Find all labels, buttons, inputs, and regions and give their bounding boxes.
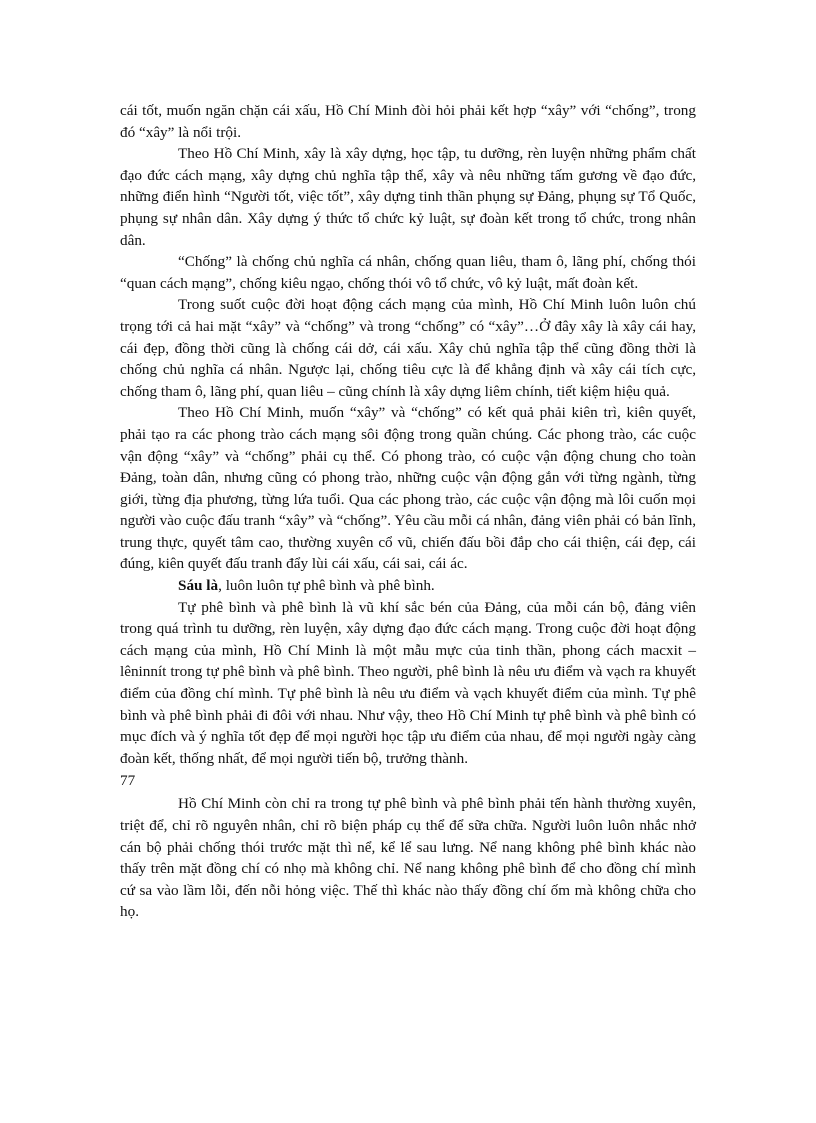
section-heading-rest: , luôn luôn tự phê bình và phê bình. xyxy=(218,577,435,595)
paragraph-both-aspects: Trong suốt cuộc đời hoạt động cách mạng của mình, Hồ Chí Minh luôn luôn chú trọng tới cả hai mặt “xây” và “chống” và trong “chống” có “xây”…Ở đây xây là xây cái hay, cái đẹp, đồng thời cũng là chống cái dở, cái xấu. Xây chủ nghĩa tập thể cũng đồng thời là chống chủ nghĩa cá nhân. Ngược lại, chống tiêu cực là để khẳng định và xây cái tích cực, chống tham ô, lãng phí, quan liêu – cũng chính là xây dựng liêm chính, tiết kiệm hiệu quả. xyxy=(120,296,696,400)
paragraph-self-criticism: Tự phê bình và phê bình là vũ khí sắc bén của Đảng, của mỗi cán bộ, đảng viên trong quá trình tu dưỡng, rèn luyện, xây dựng đạo đức cách mạng. Trong cuộc đời hoạt động cách mạng của mình, Hồ Chí Minh là một mẫu mực của tinh thần, phong cách macxit – lêninnít trong tự phê bình và phê bình. Theo người, phê bình là nêu ưu điểm và vạch ra khuyết điểm của đồng chí mình. Tự phê bình là nêu ưu điểm và vạch khuyết điểm của mình. Tự phê bình và phê bình phải đi đôi với nhau. Như vậy, theo Hồ Chí Minh tự phê bình và phê bình có mục đích và ý nghĩa tốt đẹp để mọi người học tập ưu điểm của nhau, để mọi người ngày càng đoàn kết, thống nhất, để mọi người tiến bộ, trưởng thành. xyxy=(120,598,696,767)
paragraph-chong-definition: “Chống” là chống chủ nghĩa cá nhân, chống quan liêu, tham ô, lãng phí, chống thói “quan cách mạng”, chống kiêu ngạo, chống thói vô tổ chức, vô kỷ luật, mất đoàn kết. xyxy=(120,253,696,292)
section-heading-six xyxy=(120,575,696,597)
section-heading-lead: Sáu là xyxy=(178,577,219,595)
page-number: 77 xyxy=(120,772,136,790)
paragraph-continuation: cái tốt, muốn ngăn chặn cái xấu, Hồ Chí Minh đòi hỏi phải kết hợp “xây” với “chống”, trong đó “xây” là nổi trội. xyxy=(120,102,696,141)
paragraph-movements: Theo Hồ Chí Minh, muốn “xây” và “chống” có kết quả phải kiên trì, kiên quyết, phải tạo ra các phong trào cách mạng sôi động trong quần chúng. Các phong trào, các cuộc vận động “xây” và “chống” phải cụ thể. Có phong trào, có cuộc vận động chung cho toàn Đảng, toàn dân, nhưng cũng có phong trào, những cuộc vận động gắn với từng ngành, từng giới, từng địa phương, từng lứa tuổi. Qua các phong trào, các cuộc vận động mà lôi cuốn mọi người vào cuộc đấu tranh “xây” và “chống”. Yêu cầu mỗi cá nhân, đảng viên phải có bản lĩnh, trung thực, quyết tâm cao, thường xuyên cổ vũ, chiến đấu bồi đắp cho cái thiện, cái đẹp, cái đúng, kiên quyết đấu tranh đẩy lùi cái xấu, cái sai, cái ác. xyxy=(120,404,696,573)
document-page xyxy=(120,100,696,923)
paragraph-xay-definition: Theo Hồ Chí Minh, xây là xây dựng, học tập, tu dưỡng, rèn luyện những phẩm chất đạo đức cách mạng, xây dựng chủ nghĩa tập thể, xây và nêu những tấm gương về đạo đức, những điển hình “Người tốt, việc tốt”, xây dựng tinh thần phụng sự Đảng, phụng sự Tổ Quốc, phụng sự nhân dân. Xây dựng ý thức tổ chức kỷ luật, sự đoàn kết trong tổ chức, trong nhân dân. xyxy=(120,145,696,249)
paragraph-criticism-practice: Hồ Chí Minh còn chỉ ra trong tự phê bình và phê bình phải tến hành thường xuyên, triệt để, chỉ rõ nguyên nhân, chỉ rõ biện pháp cụ thể để sữa chữa. Người luôn luôn nhắc nhở cán bộ phải chống thói trước mặt thì nể, kể lể sau lưng. Nể nang không phê bình khác nào thấy trên mặt đồng chí có nhọ mà không chỉ. Nể nang không phê bình để cho đồng chí mình cứ sa vào lầm lỗi, đến nỗi hỏng việc. Thế thì khác nào thấy đồng chí ốm mà không chữa cho họ. xyxy=(120,795,696,921)
